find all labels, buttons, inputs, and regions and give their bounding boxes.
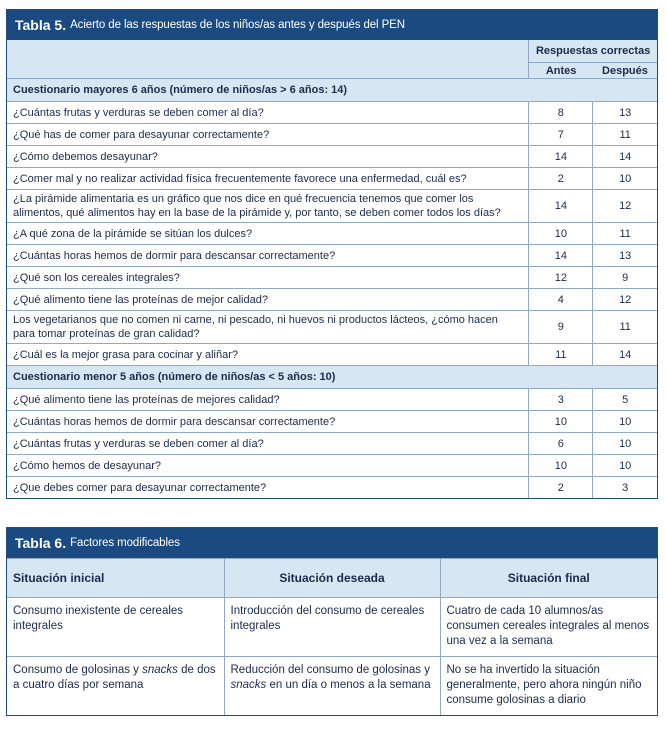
tabla-6-title: Factores modificables xyxy=(70,537,180,549)
row2-deseada: Reducción del consumo de golosinas y snacks en un día o menos a la semana xyxy=(224,657,440,716)
question-cell: ¿Cuántas horas hemos de dormir para descansar correctamente? xyxy=(7,411,529,433)
section-menor-5: Cuestionario menor 5 años (número de niños/as < 5 años: 10) xyxy=(7,366,657,389)
tabla-5-label: Tabla 5. xyxy=(15,17,67,33)
table-row xyxy=(7,433,657,455)
table-row xyxy=(7,411,657,433)
question-cell: Los vegetarianos que no comen ni carne, ni pescado, ni huevos ni productos lácteos, ¿cómo hacen para tomar proteínas de gran calidad? xyxy=(7,311,529,344)
despues-cell: 11 xyxy=(593,124,657,146)
table-row xyxy=(7,455,657,477)
tabla-6-grid xyxy=(7,558,657,715)
question-cell: ¿Qué son los cereales integrales? xyxy=(7,267,529,289)
tabla-6 xyxy=(6,527,658,716)
question-cell: ¿A qué zona de la pirámide se sitúan los dulces? xyxy=(7,223,529,245)
despues-cell: 10 xyxy=(593,455,657,477)
antes-cell: 14 xyxy=(529,245,593,267)
antes-cell: 10 xyxy=(529,455,593,477)
header-respuestas-correctas: Respuestas correctas xyxy=(529,40,657,63)
header-despues: Después xyxy=(593,63,657,79)
row1-final: Cuatro de cada 10 alumnos/as consumen cereales integrales al menos una vez a la semana xyxy=(440,598,657,657)
table-row xyxy=(7,311,657,344)
question-cell: ¿Qué alimento tiene las proteínas de mejores calidad? xyxy=(7,389,529,411)
table-row xyxy=(7,267,657,289)
despues-cell: 3 xyxy=(593,477,657,499)
despues-cell: 10 xyxy=(593,168,657,190)
row2-final: No se ha invertido la situación generalmente, pero ahora ningún niño consume golosinas a diario xyxy=(440,657,657,716)
question-cell: ¿Qué alimento tiene las proteínas de mejor calidad? xyxy=(7,289,529,311)
question-cell: ¿Cuántas horas hemos de dormir para descansar correctamente? xyxy=(7,245,529,267)
despues-cell: 11 xyxy=(593,311,657,344)
table-row xyxy=(7,223,657,245)
antes-cell: 9 xyxy=(529,311,593,344)
question-cell: ¿Que debes comer para desayunar correctamente? xyxy=(7,477,529,499)
row2-inicial: Consumo de golosinas y snacks de dos a cuatro días por semana xyxy=(7,657,224,716)
header-situacion-inicial: Situación inicial xyxy=(7,559,224,598)
table-row xyxy=(7,190,657,223)
antes-cell: 2 xyxy=(529,168,593,190)
antes-cell: 11 xyxy=(529,344,593,366)
despues-cell: 14 xyxy=(593,344,657,366)
tabla-5-title: Acierto de las respuestas de los niños/as antes y después del PEN xyxy=(70,19,405,31)
table-row xyxy=(7,389,657,411)
despues-cell: 11 xyxy=(593,223,657,245)
table-row xyxy=(7,146,657,168)
antes-cell: 14 xyxy=(529,190,593,223)
antes-cell: 8 xyxy=(529,102,593,124)
question-cell: ¿La pirámide alimentaria es un gráfico que nos dice en qué frecuencia tenemos que comer los alimentos, qué alimentos hay en la base de la pirámide y, por tanto, se deben comer todos los días? xyxy=(7,190,529,223)
antes-cell: 14 xyxy=(529,146,593,168)
antes-cell: 12 xyxy=(529,267,593,289)
despues-cell: 13 xyxy=(593,245,657,267)
question-cell: ¿Cómo hemos de desayunar? xyxy=(7,455,529,477)
header-blank xyxy=(7,40,529,63)
despues-cell: 12 xyxy=(593,190,657,223)
header-situacion-deseada: Situación deseada xyxy=(224,559,440,598)
question-cell: ¿Qué has de comer para desayunar correctamente? xyxy=(7,124,529,146)
antes-cell: 7 xyxy=(529,124,593,146)
antes-cell: 4 xyxy=(529,289,593,311)
antes-cell: 10 xyxy=(529,411,593,433)
header-blank-2 xyxy=(7,63,529,79)
despues-cell: 9 xyxy=(593,267,657,289)
tabla-5-header xyxy=(7,10,657,40)
row1-inicial: Consumo inexistente de cereales integrales xyxy=(7,598,224,657)
despues-cell: 5 xyxy=(593,389,657,411)
tabla-6-label: Tabla 6. xyxy=(15,535,67,551)
table-row xyxy=(7,168,657,190)
header-situacion-final: Situación final xyxy=(440,559,657,598)
despues-cell: 12 xyxy=(593,289,657,311)
table-row xyxy=(7,477,657,499)
question-cell: ¿Cuál es la mejor grasa para cocinar y aliñar? xyxy=(7,344,529,366)
despues-cell: 10 xyxy=(593,433,657,455)
table-row xyxy=(7,124,657,146)
despues-cell: 13 xyxy=(593,102,657,124)
question-cell: ¿Cómo debemos desayunar? xyxy=(7,146,529,168)
header-antes: Antes xyxy=(529,63,593,79)
table-row xyxy=(7,245,657,267)
tabla-5 xyxy=(6,9,658,499)
section-mayores-6: Cuestionario mayores 6 años (número de niños/as > 6 años: 14) xyxy=(7,79,657,102)
table-row xyxy=(7,344,657,366)
antes-cell: 3 xyxy=(529,389,593,411)
question-cell: ¿Cuántas frutas y verduras se deben comer al día? xyxy=(7,433,529,455)
row1-deseada: Introducción del consumo de cereales integrales xyxy=(224,598,440,657)
despues-cell: 14 xyxy=(593,146,657,168)
table-row xyxy=(7,102,657,124)
table-row xyxy=(7,289,657,311)
antes-cell: 6 xyxy=(529,433,593,455)
tabla-6-header xyxy=(7,528,657,558)
question-cell: ¿Comer mal y no realizar actividad física frecuentemente favorece una enfermedad, cuál es? xyxy=(7,168,529,190)
question-cell: ¿Cuántas frutas y verduras se deben comer al día? xyxy=(7,102,529,124)
antes-cell: 2 xyxy=(529,477,593,499)
despues-cell: 10 xyxy=(593,411,657,433)
tabla-5-grid xyxy=(7,40,657,498)
antes-cell: 10 xyxy=(529,223,593,245)
